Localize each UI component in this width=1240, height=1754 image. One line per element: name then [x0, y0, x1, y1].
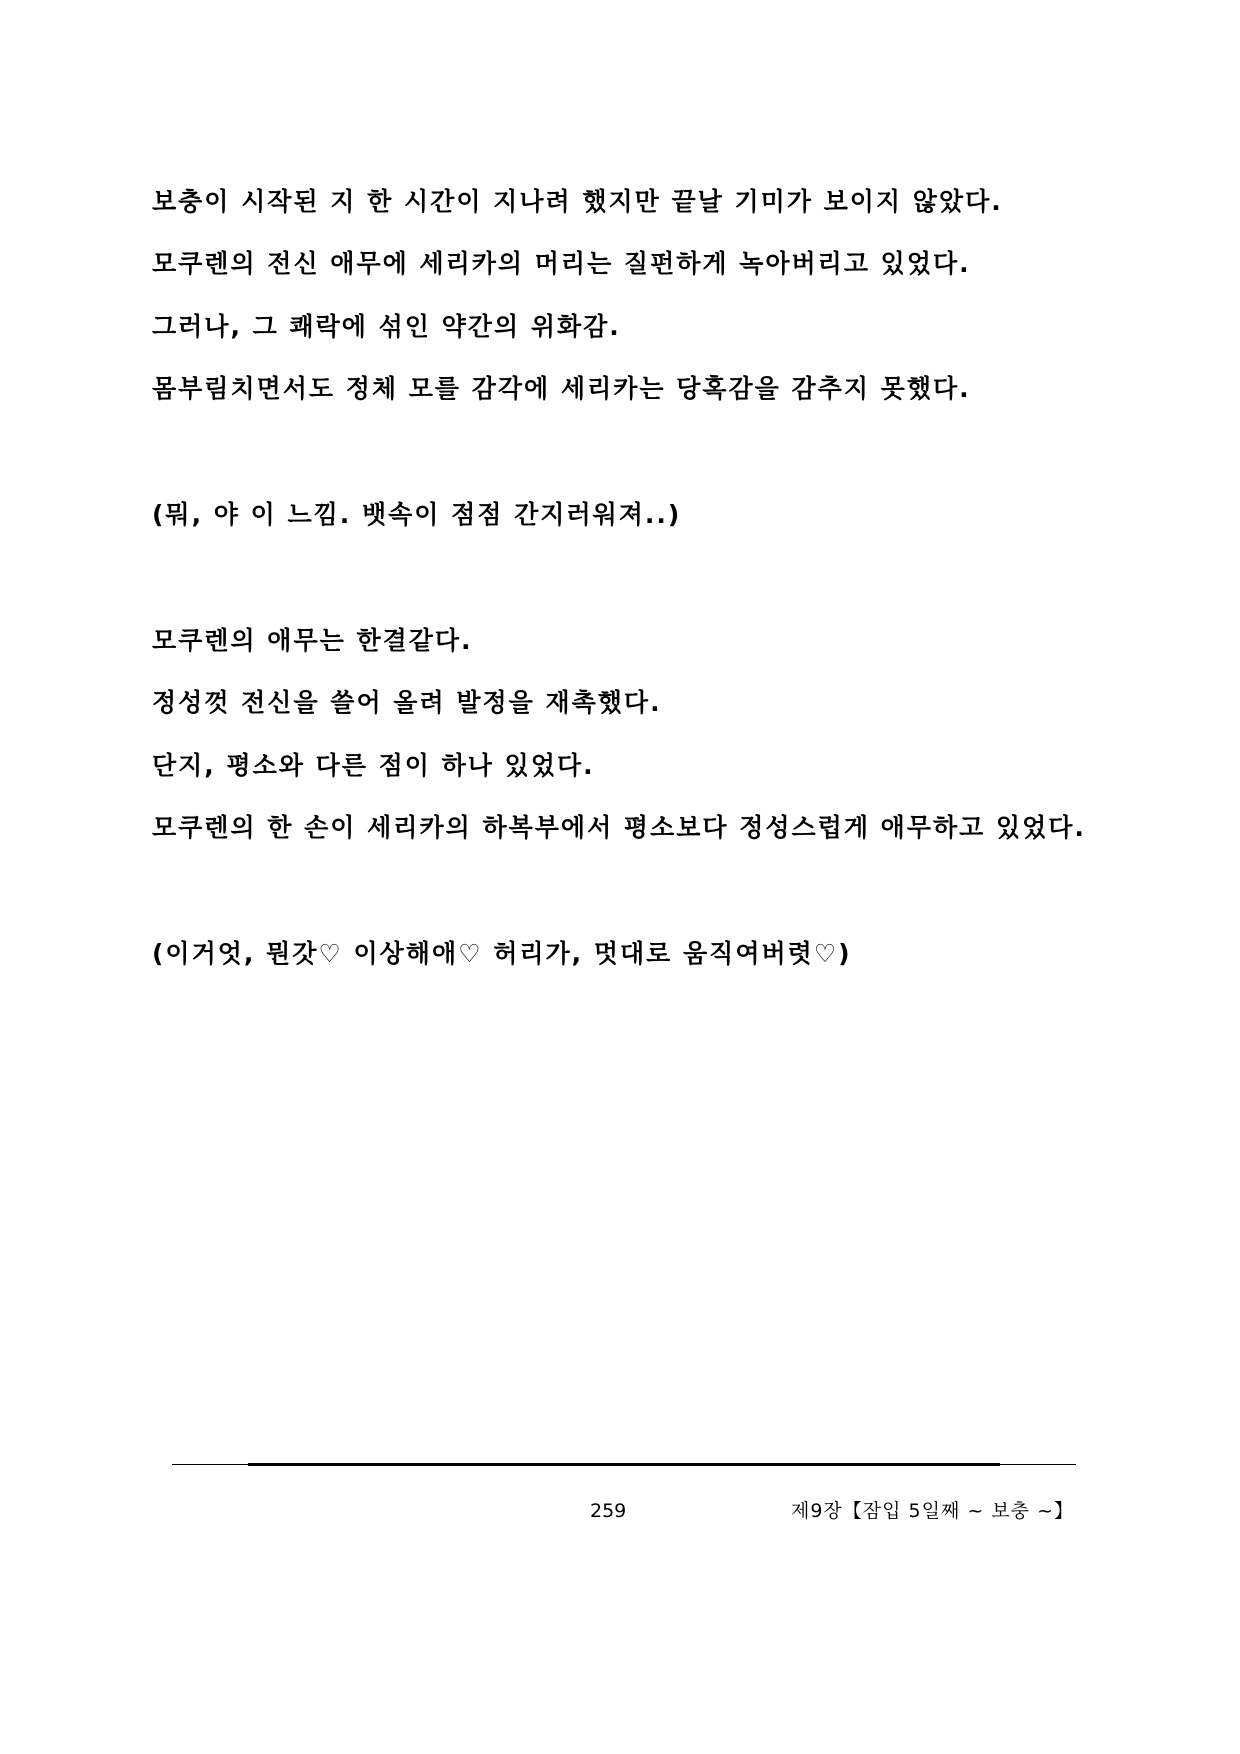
footer-rule-accent [248, 1463, 1000, 1466]
body-line-2: 모쿠렌의 전신 애무에 세리카의 머리는 질펀하게 녹아버리고 있었다. [152, 249, 971, 278]
body-line-6: 정성껏 전신을 쓸어 올려 발정을 재촉했다. [152, 688, 662, 717]
body-line-5: 모쿠렌의 애무는 한결같다. [152, 626, 473, 655]
body-line-1: 보충이 시작된 지 한 시간이 지나려 했지만 끝날 기미가 보이지 않았다. [152, 187, 1003, 216]
body-line-7: 단지, 평소와 다른 점이 하나 있었다. [152, 751, 595, 780]
body-line-3: 그러나, 그 쾌락에 섞인 약간의 위화감. [152, 312, 621, 341]
body-line-4: 몸부림치면서도 정체 모를 감각에 세리카는 당혹감을 감추지 못했다. [152, 374, 971, 403]
page-number: 259 [590, 1500, 627, 1522]
body-line-8: 모쿠렌의 한 손이 세리카의 하복부에서 평소보다 정성스럽게 애무하고 있었다. [152, 813, 1086, 842]
dialogue-line-2: (이거엇, 뭔갓♡ 이상해애♡ 허리가, 멋대로 움직여버렷♡) [152, 939, 852, 968]
chapter-title: 제9장【잠입 5일째 ~ 보충 ~】 [790, 1500, 1074, 1522]
dialogue-line-1: (뭐, 야 이 느낌. 뱃속이 점점 간지러워져..) [152, 500, 682, 529]
